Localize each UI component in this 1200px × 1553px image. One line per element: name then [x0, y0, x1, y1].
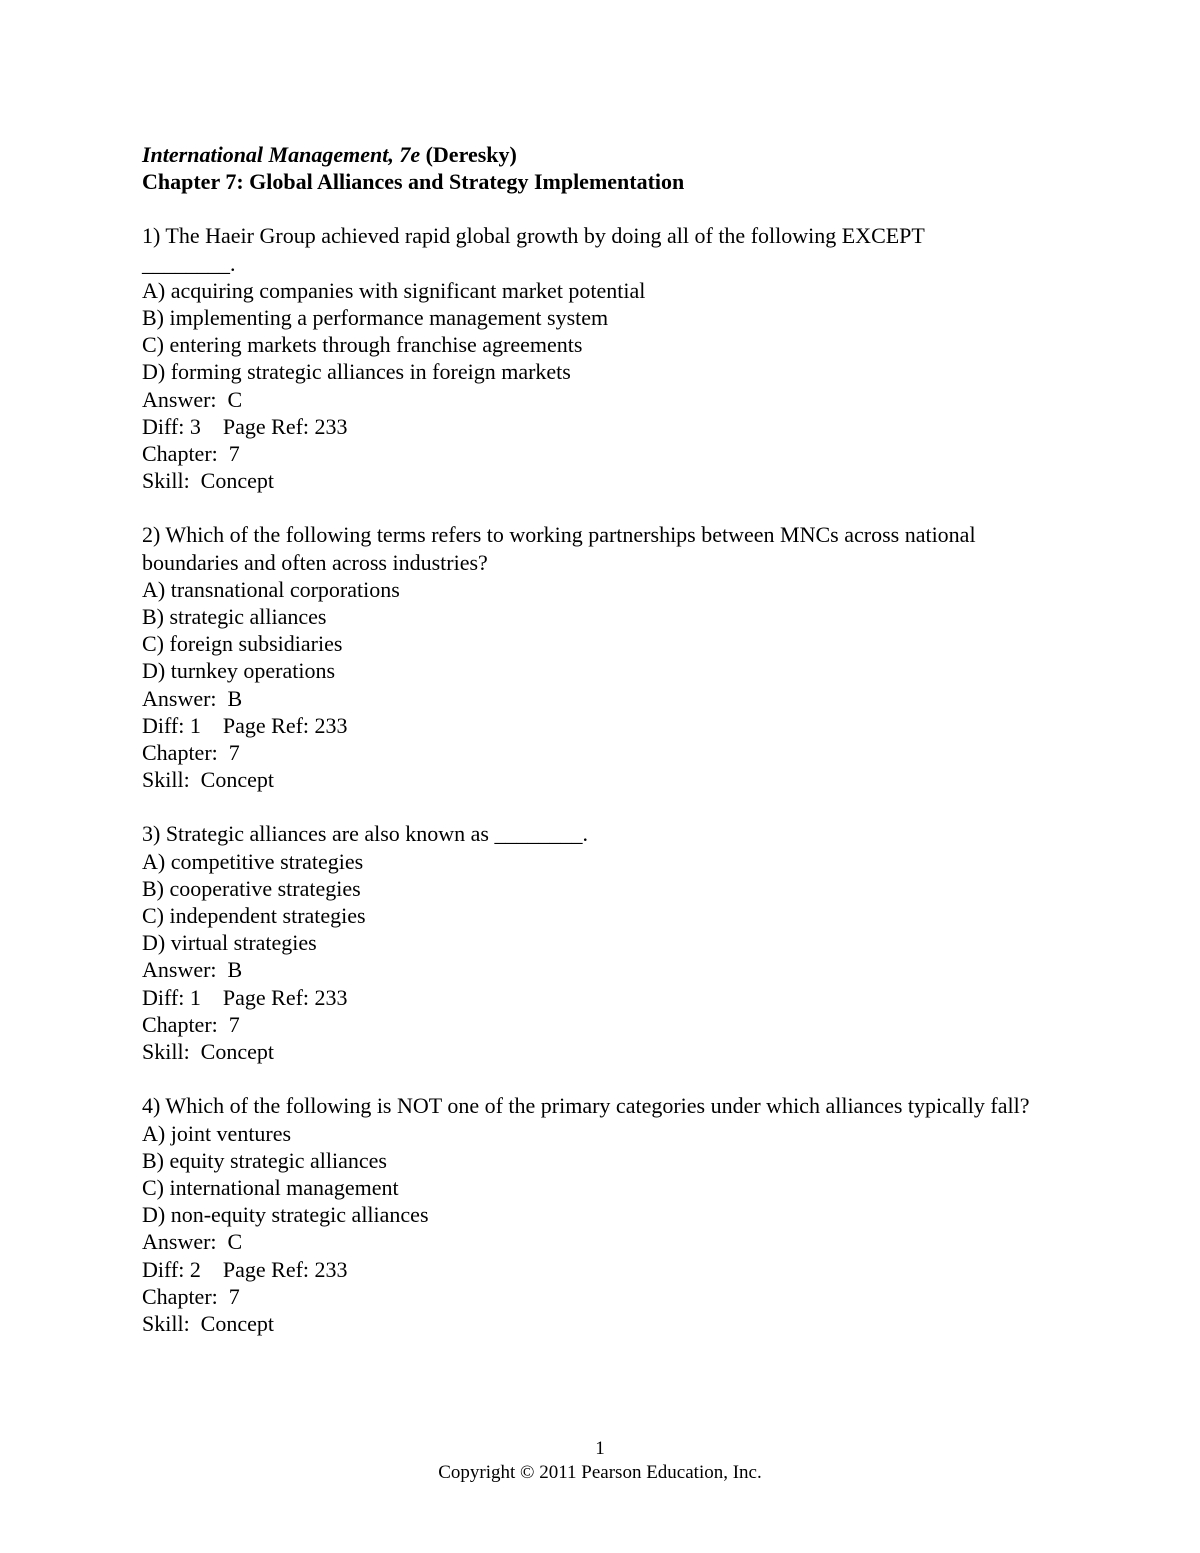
difficulty: Diff: 1 — [142, 712, 201, 738]
chapter-number: Chapter: 7 — [142, 1283, 240, 1309]
chapter-title: Chapter 7: Global Alliances and Strategy Implementation — [142, 169, 685, 195]
question-block — [142, 820, 1062, 1065]
question-stem: 3) Strategic alliances are also known as ________. — [142, 821, 588, 847]
page-reference: Page Ref: 233 — [222, 712, 348, 738]
skill-type: Skill: Concept — [142, 1039, 274, 1065]
answer-key: Answer: C — [142, 386, 243, 412]
chapter-number: Chapter: 7 — [142, 1011, 240, 1037]
answer-option: D) non-equity strategic alliances — [142, 1202, 429, 1228]
answer-option: A) transnational corporations — [142, 576, 400, 602]
question-stem-continuation: ________. — [142, 250, 236, 276]
page-reference: Page Ref: 233 — [222, 413, 348, 439]
answer-key: Answer: C — [142, 1229, 243, 1255]
answer-option: D) turnkey operations — [142, 658, 336, 684]
difficulty-row — [142, 984, 1062, 1011]
book-author: (Deresky) — [420, 142, 517, 167]
answer-option: B) implementing a performance management system — [142, 305, 609, 331]
question-block — [142, 1092, 1062, 1337]
page-reference: Page Ref: 233 — [222, 984, 348, 1010]
document-body — [142, 141, 1062, 1337]
question-block — [142, 222, 1062, 494]
question-stem: 2) Which of the following terms refers to working partnerships between MNCs across national boundaries and often across industries? — [142, 522, 982, 575]
page-reference: Page Ref: 233 — [222, 1256, 348, 1282]
question-stem: 4) Which of the following is NOT one of the primary categories under which alliances typically fall? — [142, 1093, 1030, 1119]
page-number: 1 — [595, 1438, 605, 1459]
answer-option: C) international management — [142, 1174, 399, 1200]
difficulty: Diff: 2 — [142, 1256, 201, 1282]
answer-option: A) acquiring companies with significant market potential — [142, 277, 646, 303]
answer-option: C) foreign subsidiaries — [142, 631, 343, 657]
answer-option: B) cooperative strategies — [142, 875, 361, 901]
answer-option: C) entering markets through franchise agreements — [142, 332, 583, 358]
answer-option: B) equity strategic alliances — [142, 1147, 387, 1173]
answer-option: D) virtual strategies — [142, 930, 317, 956]
difficulty-row — [142, 712, 1062, 739]
question-block — [142, 521, 1062, 793]
answer-key: Answer: B — [142, 685, 243, 711]
chapter-number: Chapter: 7 — [142, 441, 240, 467]
answer-option: A) joint ventures — [142, 1120, 292, 1146]
copyright-notice: Copyright © 2011 Pearson Education, Inc. — [438, 1462, 762, 1483]
skill-type: Skill: Concept — [142, 468, 274, 494]
chapter-number: Chapter: 7 — [142, 740, 240, 766]
question-stem: 1) The Haeir Group achieved rapid global growth by doing all of the following EXCEPT — [142, 223, 925, 249]
answer-key: Answer: B — [142, 957, 243, 983]
answer-option: C) independent strategies — [142, 903, 366, 929]
book-heading — [142, 141, 1062, 168]
book-title: International Management, 7e — [142, 142, 421, 167]
difficulty-row — [142, 413, 1062, 440]
difficulty-row — [142, 1256, 1062, 1283]
difficulty: Diff: 3 — [142, 413, 201, 439]
answer-option: A) competitive strategies — [142, 848, 364, 874]
skill-type: Skill: Concept — [142, 767, 274, 793]
skill-type: Skill: Concept — [142, 1310, 274, 1336]
difficulty: Diff: 1 — [142, 984, 201, 1010]
answer-option: B) strategic alliances — [142, 604, 327, 630]
answer-option: D) forming strategic alliances in foreign markets — [142, 359, 571, 385]
